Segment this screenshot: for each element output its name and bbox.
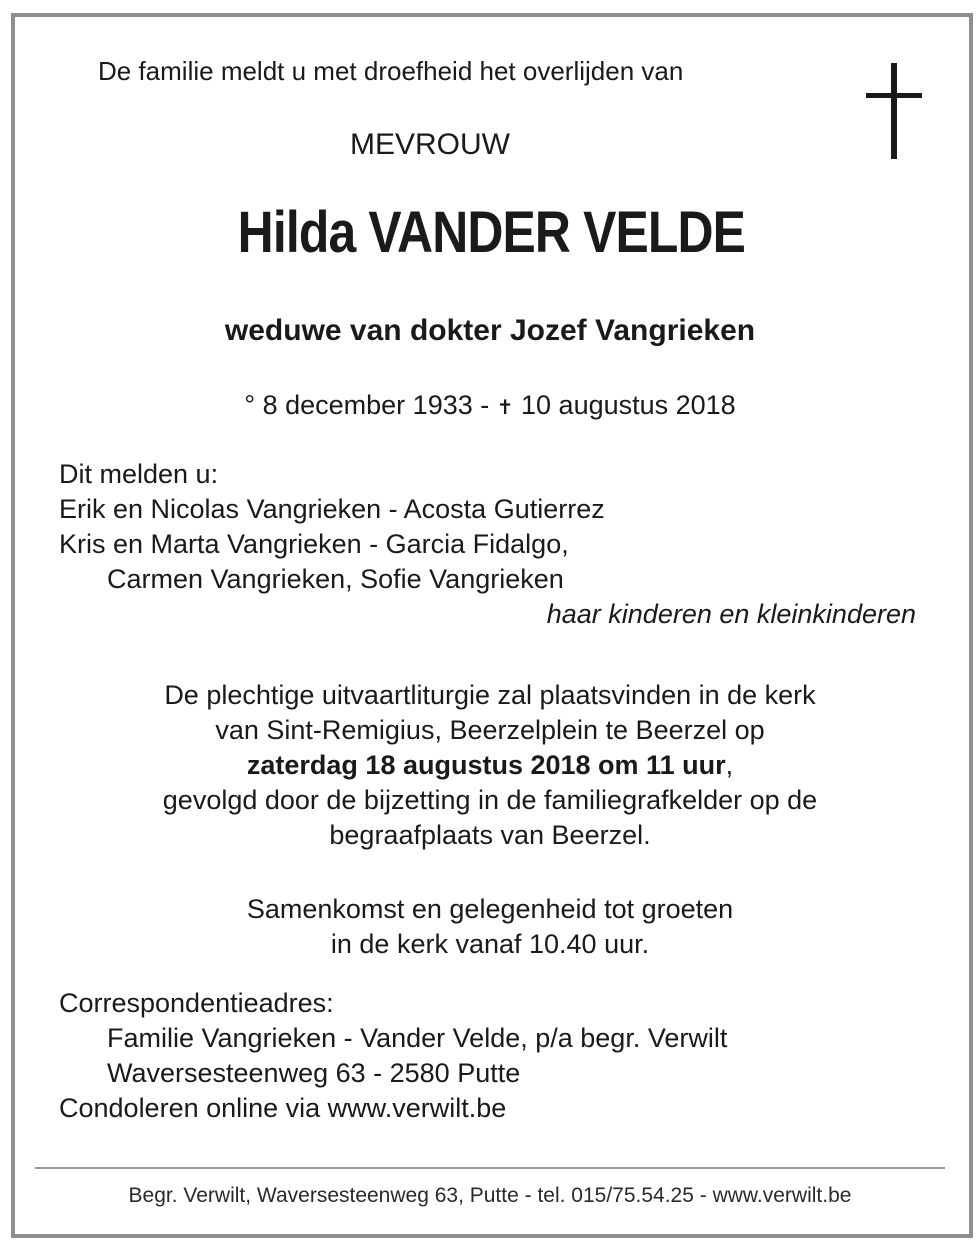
cross-icon	[866, 63, 922, 159]
gathering-block	[0, 892, 980, 962]
correspondence-heading: Correspondentieadres:	[59, 988, 334, 1018]
correspondence-line: Waversesteenweg 63 - 2580 Putte	[107, 1058, 521, 1088]
funeral-line: begraafplaats van Beerzel.	[329, 820, 651, 850]
intro-text: De familie meldt u met droefheid het overlijden van	[98, 56, 684, 86]
footer-text: Begr. Verwilt, Waversesteenweg 63, Putte - tel. 015/75.54.25 - www.verwilt.be	[128, 1184, 852, 1207]
life-dates	[0, 388, 980, 425]
condolence-online: Condoleren online via www.verwilt.be	[59, 1093, 507, 1123]
correspondence-block	[59, 986, 727, 1126]
announcer-line: Erik en Nicolas Vangrieken - Acosta Gutierrez	[59, 494, 605, 524]
birth-date: ° 8 december 1933	[244, 390, 473, 420]
funeral-line: van Sint-Remigius, Beerzelplein te Beerzel op	[215, 715, 765, 745]
date-separator: -	[472, 390, 497, 420]
announcers-heading: Dit melden u:	[59, 459, 219, 489]
funeral-date: zaterdag 18 augustus 2018 om 11 uur	[246, 750, 726, 780]
footer-divider	[35, 1167, 945, 1169]
announcers-relation: haar kinderen en kleinkinderen	[546, 599, 916, 629]
death-date: 10 augustus 2018	[513, 390, 736, 420]
gathering-line: Samenkomst en gelegenheid tot groeten	[246, 894, 734, 924]
funeral-block	[0, 678, 980, 853]
honorific-title: MEVROUW	[350, 128, 510, 161]
correspondence-line: Familie Vangrieken - Vander Velde, p/a begr. Verwilt	[107, 1023, 728, 1053]
gathering-line: in de kerk vanaf 10.40 uur.	[330, 929, 650, 959]
funeral-line: gevolgd door de bijzetting in de familiegrafkelder op de	[162, 785, 818, 815]
announcers-block	[59, 457, 605, 597]
death-cross-icon: ✝	[496, 397, 514, 419]
funeral-date-suffix: ,	[725, 750, 734, 780]
announcer-line: Kris en Marta Vangrieken - Garcia Fidalgo,	[59, 529, 569, 559]
funeral-line: De plechtige uitvaartliturgie zal plaatsvinden in de kerk	[164, 680, 816, 710]
deceased-name: Hilda VANDER VELDE	[237, 200, 746, 265]
widow-of-line: weduwe van dokter Jozef Vangrieken	[224, 314, 756, 347]
funeral-date-line	[0, 748, 980, 783]
announcer-line: Carmen Vangrieken, Sofie Vangrieken	[107, 564, 564, 594]
